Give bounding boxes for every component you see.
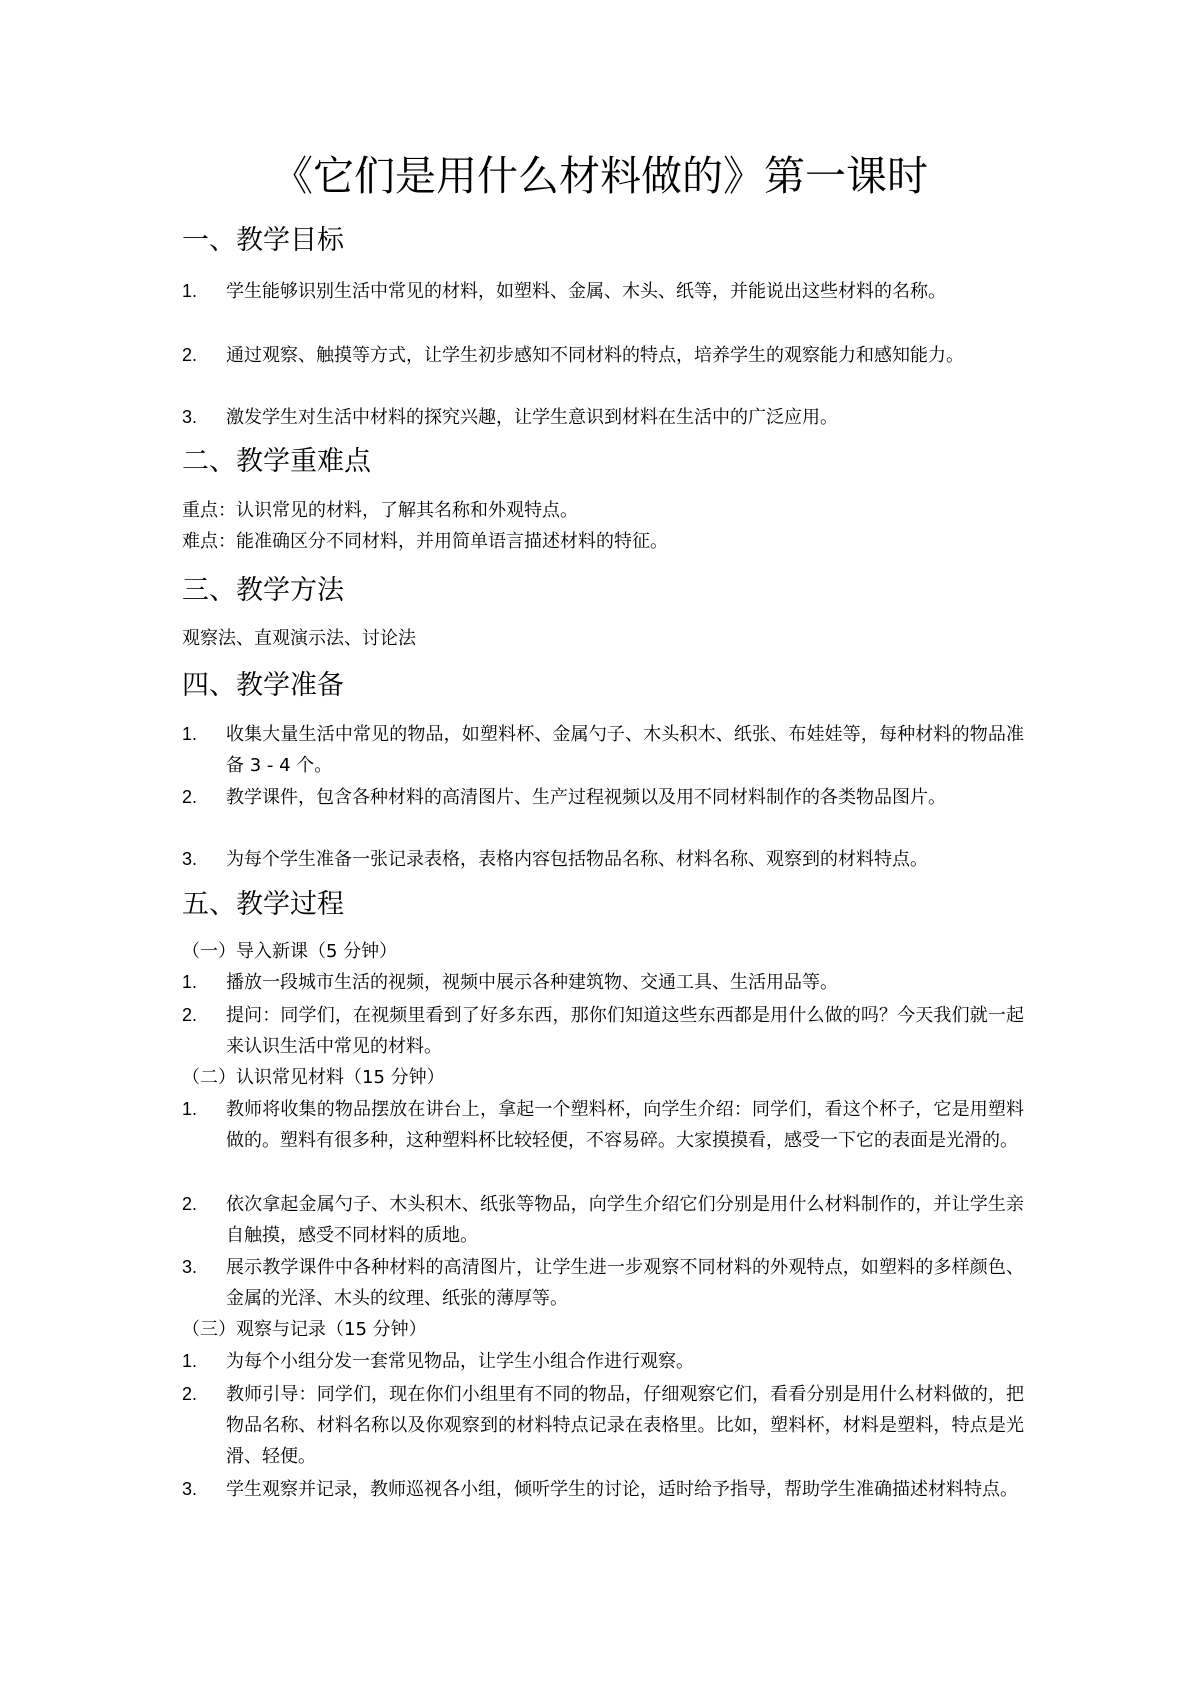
list-text: 激发学生对生活中材料的探究兴趣，让学生意识到材料在生活中的广泛应用。: [226, 407, 838, 428]
list-number: 3.: [182, 849, 198, 869]
list-item: [182, 1379, 1024, 1472]
list-text: 提问：同学们，在视频里看到了好多东西，那你们知道这些东西都是用什么做的吗？今天我们就一起来认识生活中常见的材料。: [226, 1005, 1024, 1057]
list-text: 通过观察、触摸等方式，让学生初步感知不同材料的特点，培养学生的观察能力和感知能力。: [226, 345, 964, 366]
list-number: 2.: [182, 1384, 198, 1404]
section-heading-methods: 三、教学方法: [182, 575, 344, 606]
list-number: 3.: [182, 407, 198, 427]
subsection-label-intro: （一）导入新课（5 分钟）: [182, 941, 398, 962]
list-item: [182, 1252, 1024, 1314]
difficult-point-text: 难点：能准确区分不同材料，并用简单语言描述材料的特征。: [182, 531, 668, 552]
list-number: 1.: [182, 1099, 198, 1119]
list-text: 为每个小组分发一套常见物品，让学生小组合作进行观察。: [226, 1351, 694, 1372]
section-heading-objectives: 一、教学目标: [182, 225, 344, 256]
key-point-text: 重点：认识常见的材料，了解其名称和外观特点。: [182, 500, 578, 521]
list-text: 为每个学生准备一张记录表格，表格内容包括物品名称、材料名称、观察到的材料特点。: [226, 849, 928, 870]
list-text: 播放一段城市生活的视频，视频中展示各种建筑物、交通工具、生活用品等。: [226, 972, 838, 993]
list-item: [182, 1474, 1024, 1505]
list-number: 2.: [182, 345, 198, 365]
list-number: 1.: [182, 724, 198, 744]
section-heading-process: 五、教学过程: [182, 889, 344, 920]
list-text: 收集大量生活中常见的物品，如塑料杯、金属勺子、木头积木、纸张、布娃娃等，每种材料的物品准备 3 - 4 个。: [226, 724, 1024, 776]
list-number: 2.: [182, 787, 198, 807]
list-text: 依次拿起金属勺子、木头积木、纸张等物品，向学生介绍它们分别是用什么材料制作的，并让学生亲自触摸，感受不同材料的质地。: [226, 1194, 1024, 1246]
list-item: [182, 1189, 1024, 1251]
list-item: [182, 782, 1024, 813]
list-number: 1.: [182, 281, 198, 301]
list-item: [182, 967, 1024, 998]
list-number: 3.: [182, 1479, 198, 1499]
section-heading-preparation: 四、教学准备: [182, 670, 344, 701]
section-heading-key-points: 二、教学重难点: [182, 446, 371, 477]
list-item: [182, 276, 1024, 307]
list-text: 教师将收集的物品摆放在讲台上，拿起一个塑料杯，向学生介绍：同学们，看这个杯子，它是用塑料做的。塑料有很多种，这种塑料杯比较轻便，不容易碎。大家摸摸看，感受一下它的表面是光滑的。: [226, 1099, 1024, 1151]
list-item: [182, 719, 1024, 781]
list-item: [182, 1094, 1024, 1156]
list-number: 2.: [182, 1005, 198, 1025]
list-text: 学生能够识别生活中常见的材料，如塑料、金属、木头、纸等，并能说出这些材料的名称。: [226, 281, 946, 302]
list-item: [182, 1000, 1024, 1062]
list-item: [182, 340, 1024, 371]
methods-text: 观察法、直观演示法、讨论法: [182, 628, 416, 649]
list-text: 教学课件，包含各种材料的高清图片、生产过程视频以及用不同材料制作的各类物品图片。: [226, 787, 946, 808]
list-text: 展示教学课件中各种材料的高清图片，让学生进一步观察不同材料的外观特点，如塑料的多样颜色、金属的光泽、木头的纹理、纸张的薄厚等。: [226, 1257, 1024, 1309]
list-number: 1.: [182, 972, 198, 992]
list-number: 3.: [182, 1257, 198, 1277]
list-item: [182, 1346, 1024, 1377]
list-item: [182, 402, 1024, 433]
list-number: 1.: [182, 1351, 198, 1371]
list-text: 教师引导：同学们，现在你们小组里有不同的物品，仔细观察它们，看看分别是用什么材料做的，把物品名称、材料名称以及你观察到的材料特点记录在表格里。比如，塑料杯，材料是塑料，特点是光滑、轻便。: [226, 1384, 1024, 1467]
page-title: 《它们是用什么材料做的》第一课时: [272, 152, 928, 200]
subsection-label-materials: （二）认识常见材料（15 分钟）: [182, 1067, 445, 1088]
list-item: [182, 844, 1024, 875]
list-number: 2.: [182, 1194, 198, 1214]
subsection-label-observe: （三）观察与记录（15 分钟）: [182, 1319, 427, 1340]
list-text: 学生观察并记录，教师巡视各小组，倾听学生的讨论，适时给予指导，帮助学生准确描述材料特点。: [226, 1479, 1018, 1500]
